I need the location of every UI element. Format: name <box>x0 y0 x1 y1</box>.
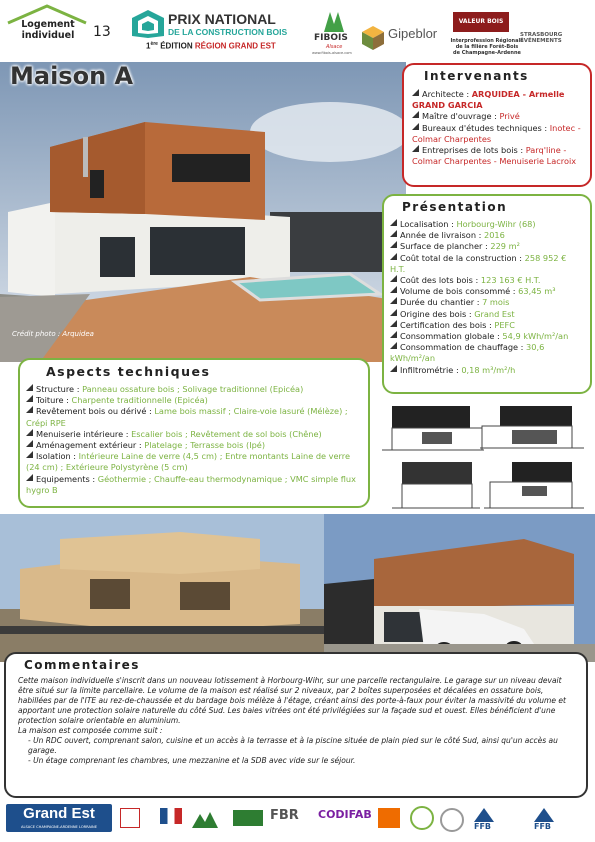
commentaires-item-2: - Un étage comprenant les chambres, une mezzanine et la SDB avec vide sur le séjour. <box>28 756 356 765</box>
presentation-list <box>390 219 584 376</box>
commentaires-title: Commentaires <box>24 658 140 672</box>
grand-est-logo: Grand Est ALSACE CHAMPAGNE-ARDENNE LORRAINE <box>6 804 112 832</box>
presentation-box <box>382 194 592 394</box>
commentaires-paragraph: Cette maison individuelle s'inscrit dans un nouveau lotissement à Horbourg-Wihr, sur une parcelle rectangulaire. Le garage sur un niveau devait être situé sur la limite parcellaire. Le volume de la maison est réalisé sur 2 niveaux, par 2 boîtes superposées et décalées en ossature bois, habillées par de l'ITE au rez-de-chaussée et du bardage bois mélèze à l'étage, créant ainsi des porte-à-faux pour éviter la massivité du volume et apportant une protection solaire naturelle du côté Sud. Les baies vitrées ont été privilégiées sur la façade sud et ouest. Elles bénéficient d'une protection solaire orientable en aluminium. <box>18 676 566 725</box>
seal-logo-icon <box>440 808 464 832</box>
republique-logo-icon <box>160 808 182 824</box>
presentation-item: Origine des bois : Grand Est <box>390 309 584 320</box>
bullet-triangle-icon <box>390 297 397 304</box>
prix-national-logo-icon <box>130 8 166 40</box>
presentation-item: Certification des bois : PEFC <box>390 320 584 331</box>
prefecture-logo-icon <box>120 808 140 828</box>
gipeblor-cube-icon <box>360 24 386 52</box>
bullet-triangle-icon <box>26 429 33 436</box>
fibois-logo-icon <box>322 10 346 34</box>
prix-national-title: PRIX NATIONAL <box>168 11 276 27</box>
sheet-number: 13 <box>93 24 111 40</box>
presentation-item: Infiltrométrie : 0,18 m³/m²/h <box>390 365 584 376</box>
presentation-item: Durée du chantier : 7 mois <box>390 297 584 308</box>
presentation-item: Surface de plancher : 229 m² <box>390 241 584 252</box>
elevation-drawings-illustration <box>372 400 594 515</box>
bullet-triangle-icon <box>26 406 33 413</box>
intervenant-architect: Architecte : ARQUIDEA - Armelle GRAND GARCIA <box>412 89 565 111</box>
intervenant-entreprises: Entreprises de lots bois : Parq'line - Colmar Charpentes - Menuiserie Lacroix <box>412 145 577 167</box>
bullet-triangle-icon <box>390 230 397 237</box>
presentation-item: Coût total de la construction : 258 952 € H.T. <box>390 252 567 274</box>
presentation-title: Présentation <box>402 200 508 214</box>
aspects-item: Revêtement bois ou dérivé : Lame bois massif ; Claire-voie lasuré (Mélèze) ; Crépi RPE <box>26 406 348 428</box>
ffb-arrow-icon <box>534 808 554 822</box>
strasbourg-logo: STRASBOURG ÉVÉNEMENTS <box>520 32 563 44</box>
bullet-triangle-icon <box>26 440 33 447</box>
house-photo-illustration <box>0 62 406 362</box>
category-label: Logement individuel <box>21 19 75 41</box>
fibois-label: FIBOIS <box>314 33 348 43</box>
fibois-sub: Alsace <box>326 44 343 50</box>
bullet-triangle-icon <box>412 89 419 96</box>
presentation-item: Localisation : Horbourg-Wihr (68) <box>390 219 584 230</box>
commentaires-box <box>4 652 588 798</box>
codifab-logo: CODIFAB <box>318 808 372 821</box>
parc-logo-icon <box>190 808 220 830</box>
aspects-title: Aspects techniques <box>46 364 211 379</box>
bullet-triangle-icon <box>390 309 397 316</box>
commentaires-composition: La maison est composée comme suit : <box>18 726 163 735</box>
intervenants-box <box>402 63 592 187</box>
bullet-triangle-icon <box>390 365 397 372</box>
fibois-url: www.fibois-alsace.com <box>312 51 352 55</box>
ffb-arrow-icon <box>474 808 494 822</box>
bullet-triangle-icon <box>412 111 419 118</box>
aspects-item: Isolation : Intérieure Laine de verre (4,5 cm) ; Entre montants Laine de verre (24 cm) ; Extérieure Polystyrène (5 cm) <box>26 451 351 473</box>
interpro-label: Interprofession Régionale de la filière Forêt-Bois de Champagne-Ardenne <box>450 38 524 56</box>
intervenant-be: Bureaux d'études techniques : Inotec - Colmar Charpentes <box>412 122 581 144</box>
architectural-drawings <box>372 400 594 515</box>
ademe-logo-icon <box>233 810 263 826</box>
aspects-item: Menuiserie intérieure : Escalier bois ; Revêtement de sol bois (Chêne) <box>26 429 362 440</box>
header <box>0 0 595 62</box>
bullet-triangle-icon <box>390 275 397 282</box>
prix-national-subtitle: DE LA CONSTRUCTION BOIS <box>168 27 288 37</box>
aspects-list <box>26 384 362 496</box>
bullet-triangle-icon <box>390 219 397 226</box>
construction-photo <box>0 514 324 662</box>
photo-credit: Crédit photo : Arquidea <box>12 330 94 338</box>
ffb-logo-2: FFB <box>534 808 584 832</box>
aspects-item: Aménagement extérieur : Platelage ; Terrasse bois (Ipé) <box>26 440 362 451</box>
circle-logo-icon <box>410 806 434 830</box>
orange-logo-icon <box>378 808 400 828</box>
bullet-triangle-icon <box>26 474 33 481</box>
bullet-triangle-icon <box>390 286 397 293</box>
aspects-box <box>18 358 370 508</box>
footer-logos <box>0 800 595 842</box>
presentation-item: Consommation de chauffage : 30,6 kWh/m²/an <box>390 342 545 364</box>
bullet-triangle-icon <box>390 331 397 338</box>
aspects-item: Toiture : Charpente traditionnelle (Epicéa) <box>26 395 362 406</box>
valeur-bois-logo: VALEUR BOIS <box>453 12 509 32</box>
bullet-triangle-icon <box>26 451 33 458</box>
finished-house-photo <box>324 514 595 662</box>
aspects-item: Structure : Panneau ossature bois ; Solivage traditionnel (Epicéa) <box>26 384 362 395</box>
bullet-triangle-icon <box>26 384 33 391</box>
finished-house-illustration <box>324 514 595 662</box>
presentation-item: Volume de bois consommé : 63,45 m³ <box>390 286 584 297</box>
aspects-item: Equipements : Géothermie ; Chauffe-eau thermodynamique ; VMC simple flux hygro B <box>26 473 356 495</box>
fbr-logo: FBR <box>270 808 299 823</box>
intervenants-title: Intervenants <box>424 69 529 83</box>
commentaires-item-1: - Un RDC ouvert, comprenant salon, cuisine et un accès à la terrasse et à la piscine située de plain pied sur le côté Sud, ainsi qu'un accès au garage. <box>28 736 558 755</box>
bullet-triangle-icon <box>412 123 419 130</box>
page-title: Maison A <box>10 62 134 90</box>
gipeblor-label: Gipeblor <box>388 26 438 41</box>
presentation-item: Coût des lots bois : 123 163 € H.T. <box>390 275 584 286</box>
ffb-logo-1: FFB <box>474 808 524 832</box>
bullet-triangle-icon <box>390 241 397 248</box>
bullet-triangle-icon <box>390 342 397 349</box>
construction-site-illustration <box>0 514 324 662</box>
bullet-triangle-icon <box>390 253 397 260</box>
presentation-item: Consommation globale : 54,9 kWh/m²/an <box>390 331 584 342</box>
main-photo <box>0 62 406 362</box>
intervenant-moa: Maître d'ouvrage : Privé <box>412 111 582 122</box>
presentation-item: Année de livraison : 2016 <box>390 230 584 241</box>
bullet-triangle-icon <box>26 395 33 402</box>
bullet-triangle-icon <box>390 320 397 327</box>
bullet-triangle-icon <box>412 145 419 152</box>
edition-label: 1ère ÉDITION RÉGION GRAND EST <box>146 41 276 51</box>
